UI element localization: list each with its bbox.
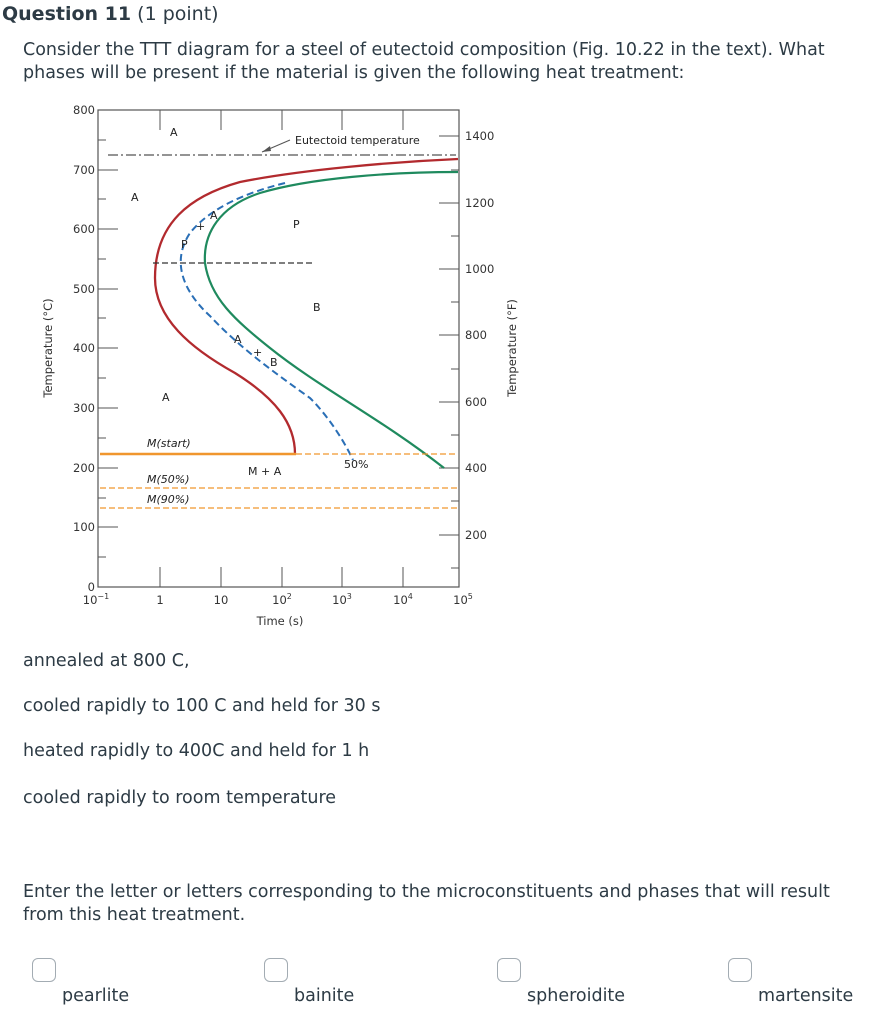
svg-text:+: + [253,346,263,359]
plus-marker: + [196,220,206,233]
y-left-tick: 100 [73,520,95,534]
step-4: cooled rapidly to room temperature [23,788,337,808]
label-fifty: 50% [344,458,369,471]
y-left-tick: 300 [73,401,95,415]
y-right-tick: 400 [465,461,487,475]
fifty-percent-curve [181,183,353,460]
label-a-top: A [170,126,178,139]
y-left-tick: 500 [73,282,95,296]
martensite-checkbox[interactable] [728,958,752,982]
step-2: cooled rapidly to 100 C and held for 30 s [23,696,381,716]
option-pearlite[interactable] [32,964,130,1006]
y-left-tick: 600 [73,222,95,236]
x-tick: $10^4$ [393,592,413,607]
y-right-tick: 600 [465,395,487,409]
y-left-tick: 0 [87,580,95,594]
x-tick: $10^5$ [453,592,473,607]
x-tick: 10 [213,593,229,607]
label-m-90: M(90%) [147,493,190,506]
label-b-right: B [313,301,321,314]
label-eutectoid: Eutectoid temperature [295,134,420,147]
option-label: martensite [758,986,854,1006]
pearlite-checkbox[interactable] [32,958,56,982]
option-martensite[interactable] [728,964,854,1006]
option-bainite[interactable] [264,964,355,1006]
x-tick: $10^3$ [332,592,352,607]
ttt-diagram [40,98,550,638]
label-m-50: M(50%) [147,473,190,486]
y-right-axis-label: Temperature (°F) [505,299,519,397]
label-m-start: M(start) [147,437,191,450]
x-tick: $10^2$ [272,592,292,607]
question-points: (1 point) [137,3,219,25]
label-b-dash: B [270,356,278,369]
label-m-plus-a: M + A [248,465,282,478]
y-left-tick: 800 [73,103,95,117]
x-tick: 1 [156,593,164,607]
plot-frame [98,110,459,587]
instruction-text: Enter the letter or letters corresponding to the microconstituents and phases that will result from this heat treatment. [23,882,830,925]
y-right-tick: 200 [465,528,487,542]
y-left-tick: 200 [73,461,95,475]
y-right-tick: 1200 [465,196,495,210]
y-left-tick: 700 [73,163,95,177]
label-p-nose: P [181,238,188,251]
y-right-tick: 1400 [465,129,495,143]
y-left-axis-label: Temperature (°C) [41,298,55,398]
option-label: bainite [294,986,355,1006]
x-tick: $10^{-1}$ [82,592,110,607]
bainite-checkbox[interactable] [264,958,288,982]
y-left-tick: 400 [73,341,95,355]
spheroidite-checkbox[interactable] [497,958,521,982]
option-label: pearlite [62,986,130,1006]
step-1: annealed at 800 C, [23,651,190,671]
label-p-right: P [293,218,300,231]
label-a-low: A [162,391,170,404]
label-a-mid: A [210,209,218,222]
y-right-tick: 1000 [465,262,495,276]
question-prompt: Consider the TTT diagram for a steel of eutectoid composition (Fig. 10.22 in the text). What phases will be present if the material is given the following heat treatment: [23,40,825,83]
step-3: heated rapidly to 400C and held for 1 h [23,741,370,761]
y-right-tick: 800 [465,328,487,342]
label-a-left: A [131,191,139,204]
x-axis-label: Time (s) [256,614,304,628]
option-label: spheroidite [527,986,626,1006]
option-spheroidite[interactable] [497,964,626,1006]
question-title: Question 11 (1 point) [2,3,219,25]
label-a-dash: A [234,333,242,346]
